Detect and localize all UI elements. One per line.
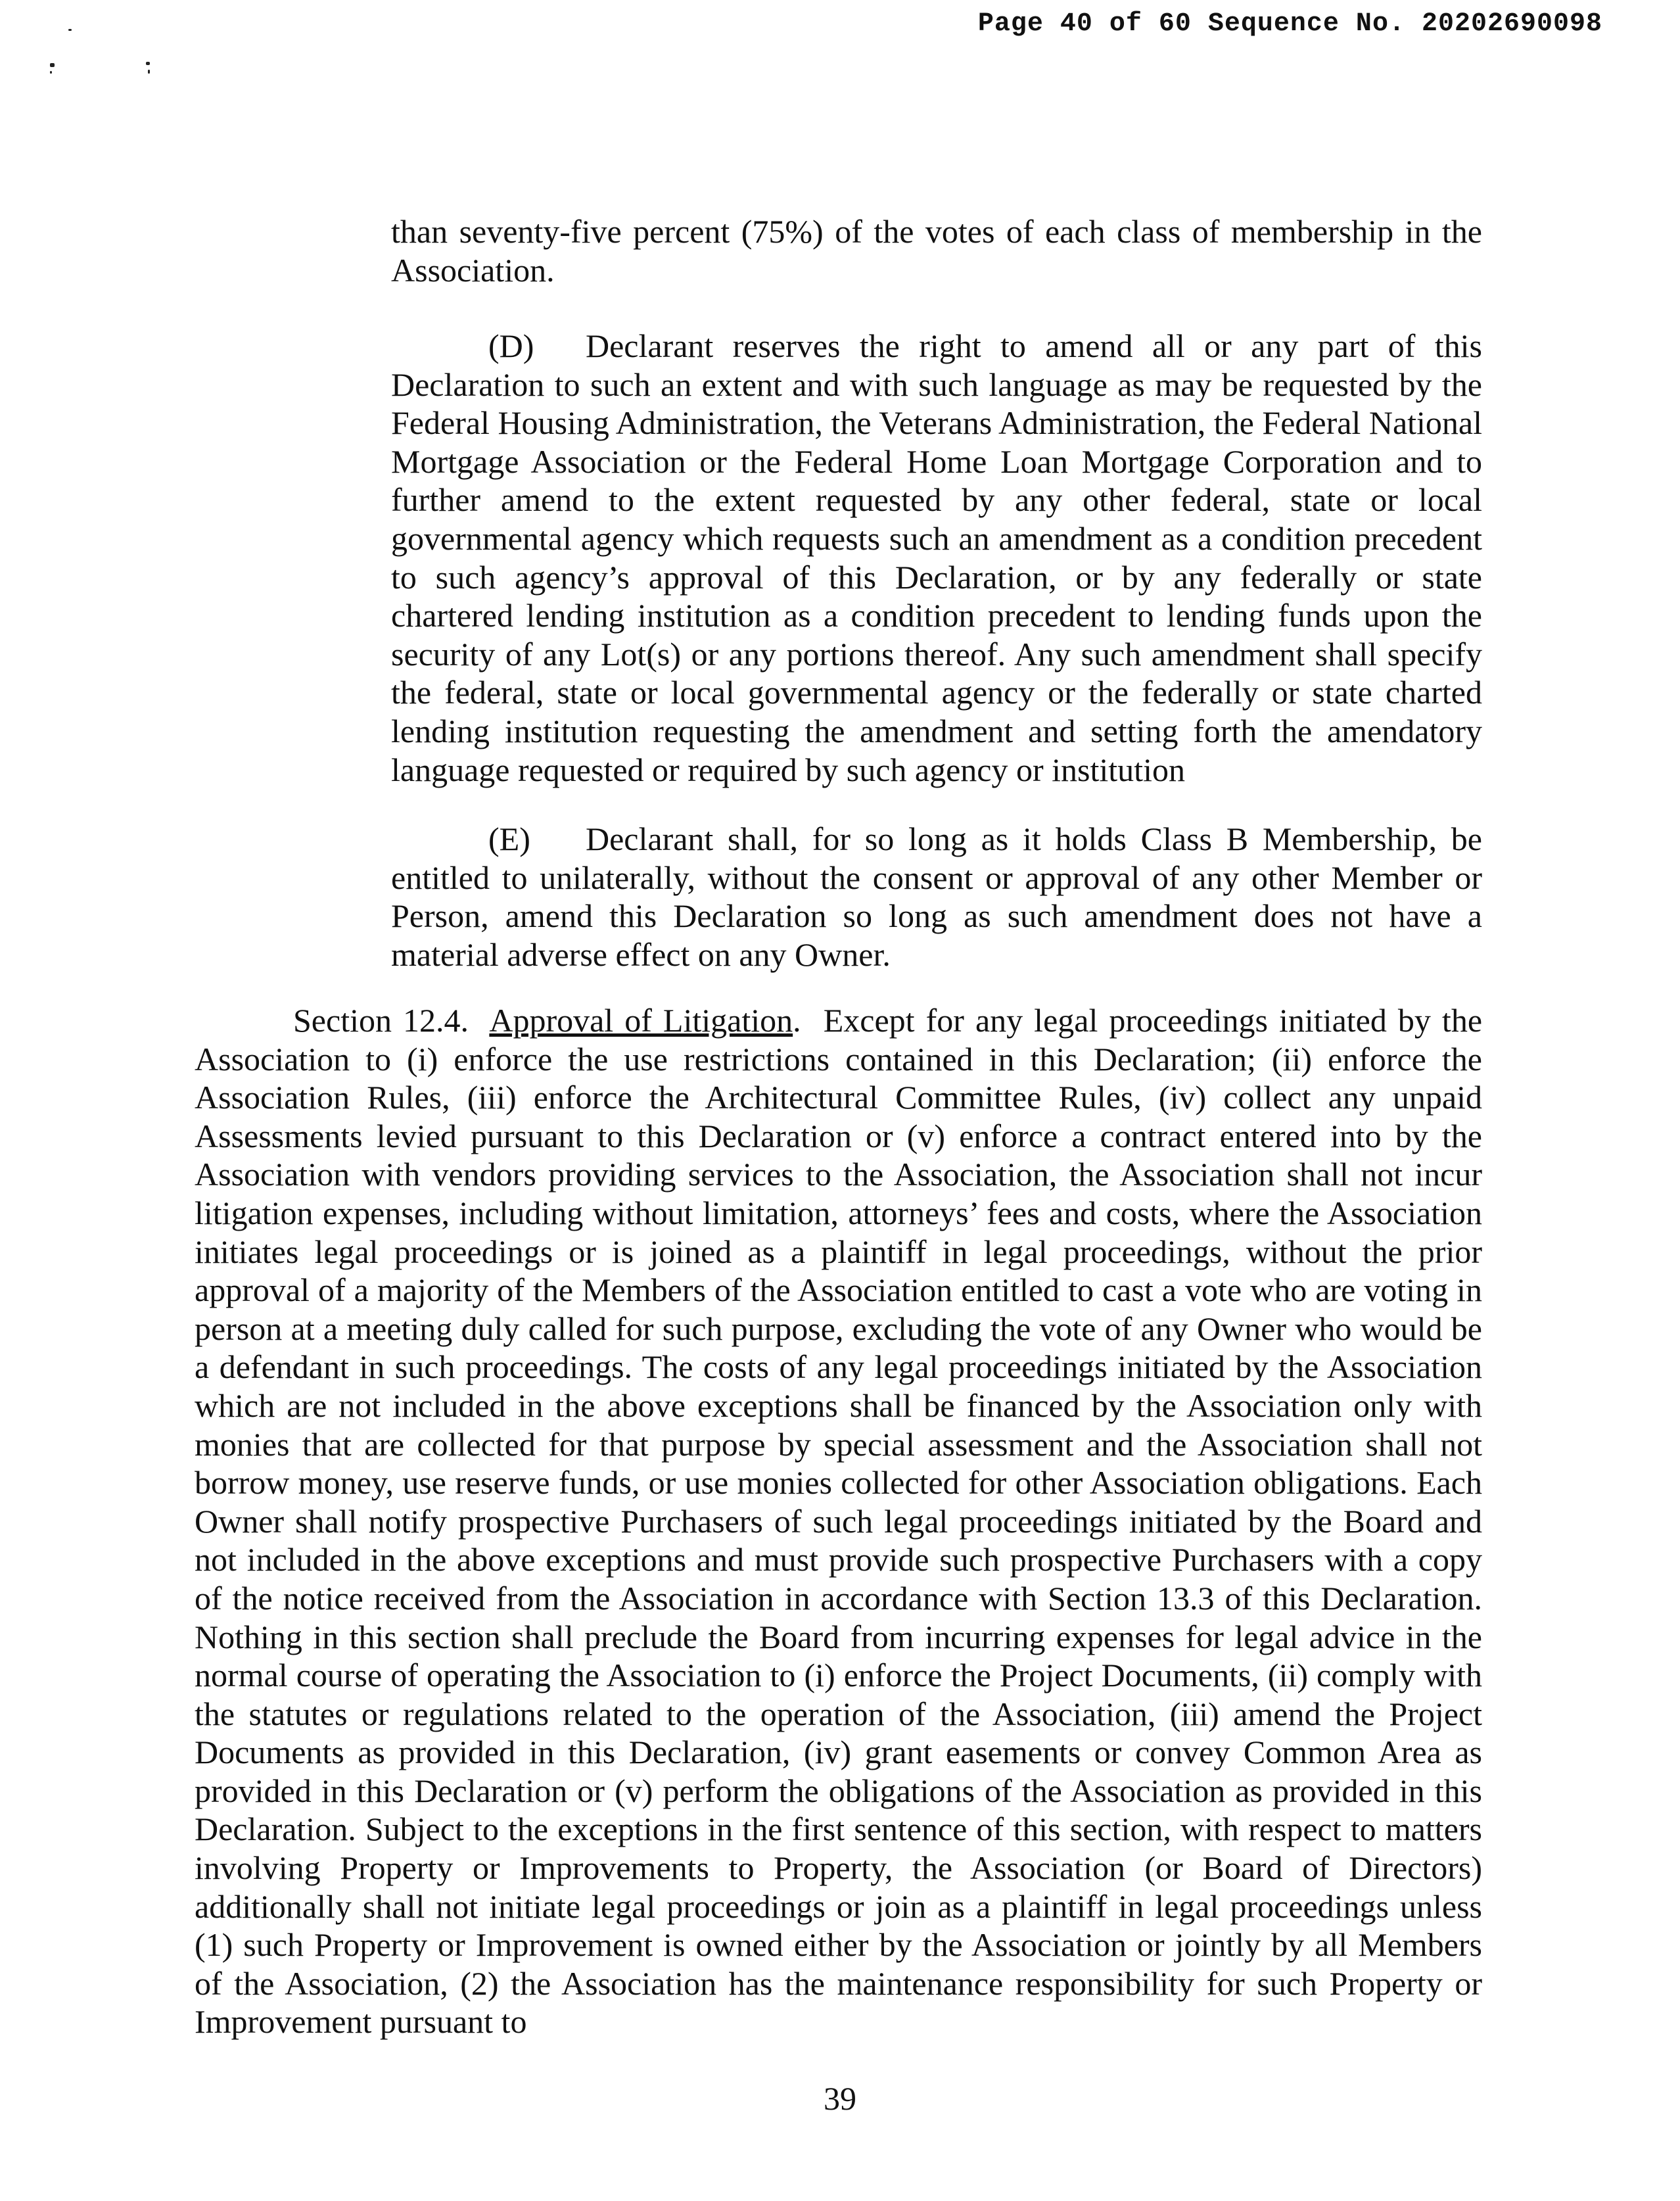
section-12-4 — [195, 1001, 1482, 2041]
scan-artifact — [50, 71, 52, 74]
scan-artifact — [148, 70, 150, 74]
subsection-d — [391, 327, 1482, 789]
subsection-d-label: (D) — [488, 327, 534, 364]
scan-artifact — [146, 62, 150, 65]
subsection-e — [391, 820, 1482, 974]
continuation-text: than seventy-five percent (75%) of the votes of each class of membership in the Association. — [391, 213, 1482, 289]
section-heading-punct: . — [793, 1002, 801, 1039]
continuation-paragraph — [391, 212, 1482, 289]
subsection-e-label: (E) — [488, 820, 530, 857]
scan-artifact — [68, 29, 72, 31]
filing-stamp: Page 40 of 60 Sequence No. 20202690098 — [977, 9, 1602, 39]
section-number: Section 12.4. — [293, 1002, 469, 1039]
subsection-e-text: Declarant shall, for so long as it holds Class B Membership, be entitled to unilaterally, without the consent or approval of any other Member or Person, amend this Declaration so long as such amendment does not have a material adverse effect on any Owner. — [391, 820, 1482, 973]
section-heading: Approval of Litigation — [489, 1002, 793, 1039]
scan-artifact — [50, 63, 55, 67]
subsection-d-text: Declarant reserves the right to amend all or any part of this Declaration to such an extent and with such language as may be requested by the Federal Housing Administration, the Veterans Administration, the Federal National Mortgage Association or the Federal Home Loan Mortgage Corporation and to further amend to the extent requested by any other federal, state or local governmental agency which requests such an amendment as a condition precedent to such agency’s approval of this Declaration, or by any federally or state chartered lending institution as a condition precedent to lending funds upon the security of any Lot(s) or any portions thereof. Any such amendment shall specify the federal, state or local governmental agency or the federally or state charted lending institution requesting the amendment and setting forth the amendatory language requested or required by such agency or institution — [391, 327, 1482, 788]
section-12-4-paragraph — [195, 1001, 1482, 2041]
subsection-d-paragraph — [391, 327, 1482, 789]
subsection-e-paragraph — [391, 820, 1482, 974]
page-number: 39 — [824, 2080, 856, 2117]
section-body-text: Except for any legal proceedings initiated by the Association to (i) enforce the use restrictions contained in this Declaration; (ii) enforce the Association Rules, (iii) enforce the Architectural Committee Rules, (iv) collect any unpaid Assessments levied pursuant to this Declaration or (v) enforce a contract entered into by the Association with vendors providing services to the Association, the Association shall not incur litigation expenses, including without limitation, attorneys’ fees and costs, where the Association initiates legal proceedings or is joined as a plaintiff in legal proceedings, without the prior approval of a majority of the Members of the Association entitled to cast a vote who are voting in person at a meeting duly called for such purpose, excluding the vote of any Owner who would be a defendant in such proceedings. The costs of any legal proceedings initiated by the Association which are not included in the above exceptions shall be financed by the Association only with monies that are collected for that purpose by special assessment and the Association shall not borrow money, use reserve funds, or use monies collected for other Association obligations. Each Owner shall notify prospective Purchasers of such legal proceedings initiated by the Board and not included in the above exceptions and must provide such prospective Purchasers with a copy of the notice received from the Association in accordance with Section 13.3 of this Declaration. Nothing in this section shall preclude the Board from incurring expenses for legal advice in the normal course of operating the Association to (i) enforce the Project Documents, (ii) comply with the statutes or regulations related to the operation of the Association, (iii) amend the Project Documents as provided in this Declaration, (iv) grant easements or convey Common Area as provided in this Declaration or (v) perform the obligations of the Association as provided in this Declaration. Subject to the exceptions in the first sentence of this section, with respect to matters involving Property or Improvements to Property, the Association (or Board of Directors) additionally shall not initiate legal proceedings or join as a plaintiff in legal proceedings unless (1) such Property or Improvement is owned either by the Association or jointly by all Members of the Association, (2) the Association has the maintenance responsibility for such Property or Improvement pursuant to — [195, 1002, 1483, 2041]
